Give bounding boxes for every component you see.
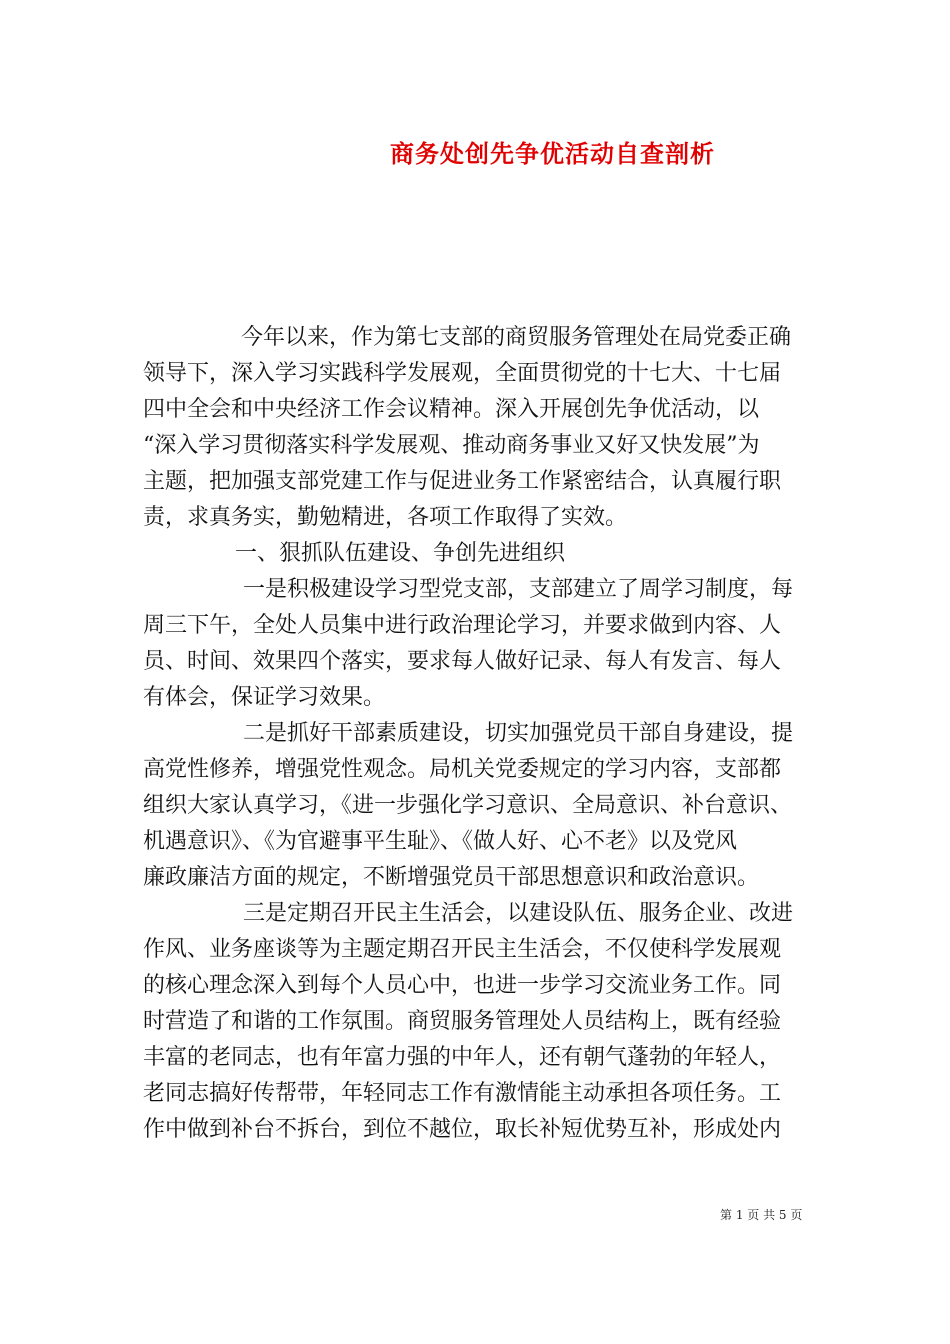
paragraph-line: 老同志搞好传帮带，年轻同志工作有激情能主动承担各项任务。工 [143,1081,782,1106]
paragraph-line: 作中做到补台不拆台，到位不越位，取长补短优势互补，形成处内 [143,1117,782,1142]
paragraph-line: “深入学习贯彻落实科学发展观、推动商务事业又好又快发展”为 [143,433,760,458]
paragraph-line: 高党性修养，增强党性观念。局机关党委规定的学习内容，支部都 [143,757,782,782]
page-number-footer: 第 1 页 共 5 页 [720,1208,803,1222]
paragraph-line: 廉政廉洁方面的规定，不断增强党员干部思想意识和政治意识。 [143,865,760,890]
paragraph-line: 二是抓好干部素质建设，切实加强党员干部自身建设，提 [243,721,794,746]
paragraph-line: 员、时间、效果四个落实，要求每人做好记录、每人有发言、每人 [143,649,782,674]
paragraph-line: 今年以来，作为第七支部的商贸服务管理处在局党委正确 [241,325,792,350]
paragraph-line: 责，求真务实，勤勉精进，各项工作取得了实效。 [143,505,628,530]
document-body [143,320,811,1148]
paragraph-line: 时营造了和谐的工作氛围。商贸服务管理处人员结构上，既有经验 [143,1009,782,1034]
paragraph-line: 机遇意识》、《为官避事平生耻》、《做人好、心不老》以及党风 [143,829,738,854]
paragraph-line: 主题，把加强支部党建工作与促进业务工作紧密结合，认真履行职 [143,469,782,494]
paragraph-line: 四中全会和中央经济工作会议精神。深入开展创先争优活动，以 [143,397,760,422]
paragraph-line: 周三下午，全处人员集中进行政治理论学习，并要求做到内容、人 [143,613,782,638]
paragraph-line: 有体会，保证学习效果。 [143,685,386,710]
paragraph-line: 的核心理念深入到每个人员心中，也进一步学习交流业务工作。同 [143,973,782,998]
paragraph-line: 领导下，深入学习实践科学发展观，全面贯彻党的十七大、十七届 [143,361,782,386]
paragraph-line: 丰富的老同志，也有年富力强的中年人，还有朝气蓬勃的年轻人， [143,1045,782,1070]
paragraph-line: 三是定期召开民主生活会，以建设队伍、服务企业、改进 [243,901,794,926]
page-title: 商务处创先争优活动自查剖析 [390,140,715,168]
section-heading: 一、狠抓队伍建设、争创先进组织 [235,541,566,566]
paragraph-line: 作风、业务座谈等为主题定期召开民主生活会，不仅使科学发展观 [143,937,782,962]
paragraph-line: 组织大家认真学习，《进一步强化学习意识、全局意识、补台意识、 [143,793,793,818]
paragraph-line: 一是积极建设学习型党支部，支部建立了周学习制度，每 [243,577,794,602]
